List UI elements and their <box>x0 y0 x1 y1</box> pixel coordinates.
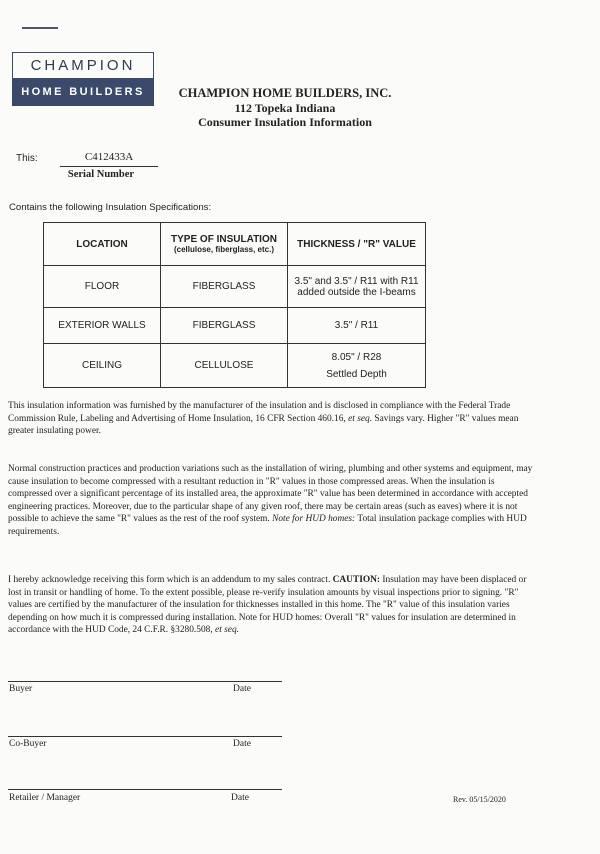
table-row <box>44 344 426 388</box>
para3-caution: CAUTION: <box>332 575 381 585</box>
champion-logo <box>12 52 154 106</box>
construction-paragraph <box>8 463 540 539</box>
cell-location: CEILING <box>44 344 161 388</box>
para1-italic: et seq. <box>348 413 373 424</box>
thickness-line1: 8.05" / R28 <box>331 351 382 363</box>
para3-lead: I hereby acknowledge receiving this form which is an addendum to my sales contract. <box>8 575 331 585</box>
company-name: CHAMPION HOME BUILDERS, INC. <box>178 86 392 100</box>
header-type-label: TYPE OF INSULATION <box>171 234 277 245</box>
cobuyer-date-label: Date <box>233 739 251 749</box>
scan-mark <box>22 27 58 29</box>
cell-type: CELLULOSE <box>161 344 288 388</box>
cell-type: FIBERGLASS <box>161 266 288 308</box>
insulation-spec-table <box>43 222 426 388</box>
serial-caption: Serial Number <box>67 169 135 180</box>
retailer-label: Retailer / Manager <box>9 793 81 803</box>
retailer-signature-line[interactable] <box>8 789 282 790</box>
header-thickness: THICKNESS / "R" VALUE <box>288 223 426 266</box>
cell-thickness: 3.5" / R11 <box>288 308 426 344</box>
header-type <box>161 223 288 266</box>
para2-text: Normal construction practices and production variations such as the installation of wiring, plumbing and other systems and equipment, may cause insulation to become compressed with a resultant reduction in "R" values in those compressed areas. When the insulation is compressed over a significant percentage of its installed area, the approximate "R" value has been determined in accordance with accepted engineering practices. Moreover, due to the particular shape of any given roof, there may be certain areas (such as eaves) where it is not possible to achieve the same "R" values as the rest of the roof system. <box>8 464 533 525</box>
buyer-signature-line[interactable] <box>8 681 282 682</box>
table-row <box>44 266 426 308</box>
logo-bottom-text: HOME BUILDERS <box>13 78 153 105</box>
document-title: Consumer Insulation Information <box>198 115 372 129</box>
para2-italic: Note for HUD homes: <box>272 514 356 525</box>
para3-italic: et seq. <box>215 625 239 636</box>
acknowledgement-paragraph <box>8 574 540 637</box>
cell-thickness <box>288 344 426 388</box>
retailer-date-label: Date <box>231 793 249 803</box>
serial-value: C412433A <box>84 151 134 163</box>
buyer-date-label: Date <box>233 684 251 694</box>
para1-text: This insulation information was furnished by the manufacturer of the insulation and is disclosed in compliance with the Federal Trade Commission Rule, Labeling and Advertising of Home Insulation, 16 CFR Section 460.16, <box>8 401 511 424</box>
cell-type: FIBERGLASS <box>161 308 288 344</box>
cobuyer-label: Co-Buyer <box>9 739 47 749</box>
serial-label: This: <box>16 153 38 164</box>
company-address: 112 Topeka Indiana <box>234 101 336 115</box>
thickness-line1: 3.5" and 3.5" / R11 with R11 <box>294 275 419 287</box>
cell-thickness <box>288 266 426 308</box>
header-type-sub: (cellulose, fiberglass, etc.) <box>173 245 275 254</box>
revision-date: Rev. 05/15/2020 <box>453 795 506 804</box>
logo-top-text: CHAMPION <box>30 57 136 74</box>
cobuyer-signature-line[interactable] <box>8 736 282 737</box>
table-row <box>44 308 426 344</box>
cell-location: FLOOR <box>44 266 161 308</box>
para1-tail: Savings vary. Higher "R" values mean greater insulating power. <box>8 413 519 437</box>
thickness-line2: Settled Depth <box>326 368 387 380</box>
ftc-disclosure-paragraph <box>8 400 540 438</box>
para3-text: Insulation may have been displaced or lost in transit or handling of home. To the extent possible, please re-verify insulation amounts by visual inspections prior to signing. "R" values are certified by the manufacturer of the insulation for thicknesses installed in this home. The "R" value of this insulation varies depending on how much it is compressed during installation. Note for HUD homes: Overall "R" values for insulation are determined in accordance with the HUD Code, 24 C.F.R. §3280.508, <box>8 575 527 636</box>
serial-underline <box>60 166 158 167</box>
intro-text: Contains the following Insulation Specifications: <box>9 202 212 213</box>
cell-location: EXTERIOR WALLS <box>44 308 161 344</box>
table-header-row <box>44 223 426 266</box>
buyer-label: Buyer <box>9 684 33 694</box>
para2-tail: Total insulation package complies with HUD requirements. <box>8 514 527 537</box>
thickness-line2: added outside the I-beams <box>297 286 416 298</box>
header-location: LOCATION <box>44 223 161 266</box>
